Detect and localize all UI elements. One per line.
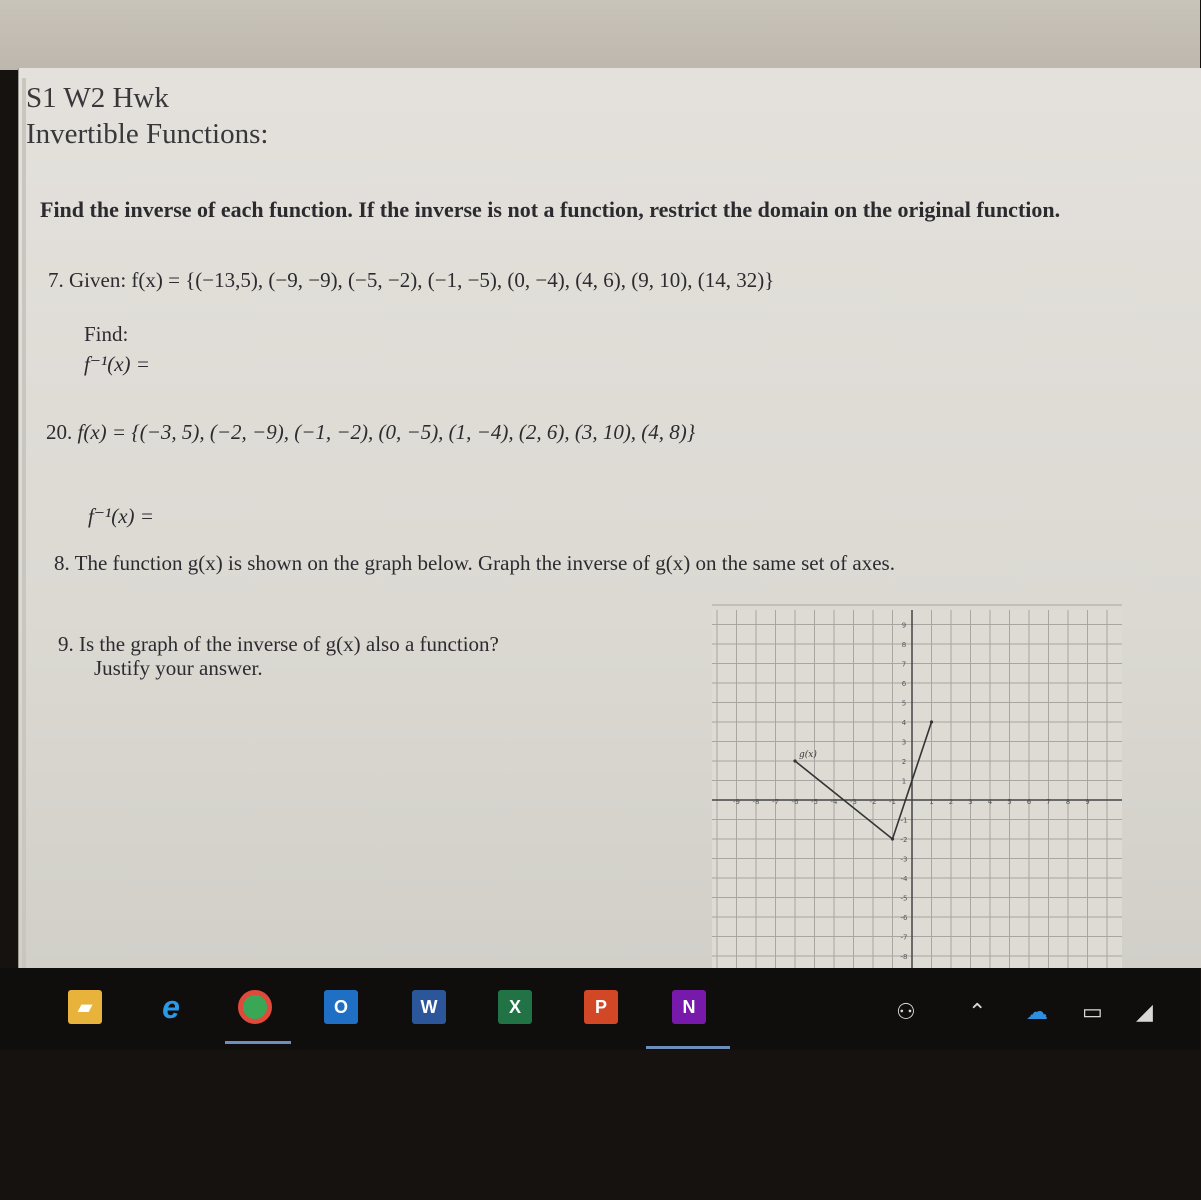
curve-label: g(x) <box>799 750 817 760</box>
y-tick-label: 6 <box>901 680 907 688</box>
people-icon[interactable]: ⚇ <box>896 1000 916 1025</box>
y-tick-label: 3 <box>901 738 907 747</box>
question-20 <box>46 420 695 445</box>
question-9 <box>58 632 499 680</box>
y-tick-label: -6 <box>900 914 908 922</box>
active-app-indicator <box>225 1041 291 1044</box>
x-tick-label: 7 <box>1046 798 1051 806</box>
question-text: Given: f(x) = {(−13,5), (−9, −9), (−5, −2), (−1, −5), (0, −4), (4, 6), (9, 10), (14, 32)} <box>69 268 775 292</box>
x-tick-label: -2 <box>869 798 877 806</box>
wifi-icon[interactable]: ◢ <box>1136 1000 1153 1025</box>
x-tick-label: 8 <box>1065 798 1071 806</box>
x-tick-label: 4 <box>987 798 993 806</box>
chrome-icon[interactable] <box>238 990 272 1024</box>
question-text-line2: Justify your answer. <box>94 656 263 680</box>
battery-icon[interactable]: ▭ <box>1082 1000 1103 1025</box>
y-tick-label: -1 <box>900 816 908 825</box>
x-tick-label: -6 <box>791 798 799 806</box>
y-tick-label: 8 <box>901 641 907 649</box>
doc-title: S1 W2 Hwk <box>26 82 169 114</box>
y-tick-label: 1 <box>901 777 907 786</box>
question-number: 7. <box>48 268 64 292</box>
internet-explorer-icon[interactable]: e <box>162 988 180 1025</box>
question-number: 9. <box>58 632 74 656</box>
answer-prompt: f⁻¹(x) = <box>84 352 150 376</box>
x-tick-label: -5 <box>811 798 818 806</box>
margin-rule <box>22 78 26 978</box>
outlook-icon[interactable]: O <box>324 990 358 1024</box>
instructions: Find the inverse of each function. If the inverse is not a function, restrict the domain on the original function. <box>40 197 1061 222</box>
answer-prompt: f⁻¹(x) = <box>88 504 154 528</box>
x-tick-label: 6 <box>1026 798 1032 806</box>
graph-svg <box>712 610 1122 968</box>
question-text: The function g(x) is shown on the graph below. Graph the inverse of g(x) on the same set of axes. <box>74 551 895 575</box>
y-tick-label: -5 <box>900 894 908 903</box>
chevron-up-icon[interactable]: ⌃ <box>968 1000 987 1025</box>
y-tick-label: -2 <box>900 836 908 844</box>
data-point <box>793 759 796 762</box>
x-tick-label: -4 <box>830 798 838 806</box>
active-app-indicator <box>646 1046 730 1049</box>
y-tick-label: 5 <box>901 699 907 708</box>
question-number: 20. <box>46 420 73 444</box>
onenote-icon[interactable]: N <box>672 990 706 1024</box>
y-tick-label: 4 <box>901 719 907 727</box>
y-tick-label: -7 <box>900 933 908 942</box>
y-tick-label: -3 <box>900 855 908 864</box>
question-text: f(x) = {(−3, 5), (−2, −9), (−1, −2), (0, −5), (1, −4), (2, 6), (3, 10), (4, 8)} <box>77 420 696 444</box>
question-7 <box>48 268 774 293</box>
x-tick-label: -7 <box>772 798 779 806</box>
y-tick-label: -4 <box>900 875 908 883</box>
word-icon[interactable]: W <box>412 990 446 1024</box>
doc-subtitle: Invertible Functions: <box>26 118 269 150</box>
data-point <box>930 720 933 723</box>
coordinate-graph <box>712 610 1122 968</box>
x-tick-label: 2 <box>948 798 954 806</box>
y-tick-label: -8 <box>900 953 908 961</box>
x-tick-label: -9 <box>733 798 740 806</box>
x-tick-label: -1 <box>889 798 896 806</box>
cloud-icon[interactable]: ☁ <box>1026 1000 1048 1025</box>
question-8 <box>54 551 895 576</box>
y-tick-label: 7 <box>901 660 907 669</box>
monitor-bezel <box>0 0 1200 70</box>
x-tick-label: 3 <box>968 798 973 806</box>
x-tick-label: 5 <box>1007 798 1012 806</box>
x-tick-label: -8 <box>752 798 760 806</box>
question-text-line1: Is the graph of the inverse of g(x) also a function? <box>79 632 499 656</box>
x-tick-label: 9 <box>1085 798 1090 806</box>
y-tick-label: 2 <box>901 758 907 766</box>
find-label: Find: <box>84 322 129 346</box>
excel-icon[interactable]: X <box>498 990 532 1024</box>
question-number: 8. <box>54 551 70 575</box>
data-point <box>891 837 894 840</box>
file-explorer-icon[interactable]: ▰ <box>68 990 102 1024</box>
powerpoint-icon[interactable]: P <box>584 990 618 1024</box>
x-tick-label: -3 <box>850 798 857 806</box>
x-tick-label: 1 <box>929 798 934 806</box>
y-tick-label: 9 <box>901 621 907 630</box>
